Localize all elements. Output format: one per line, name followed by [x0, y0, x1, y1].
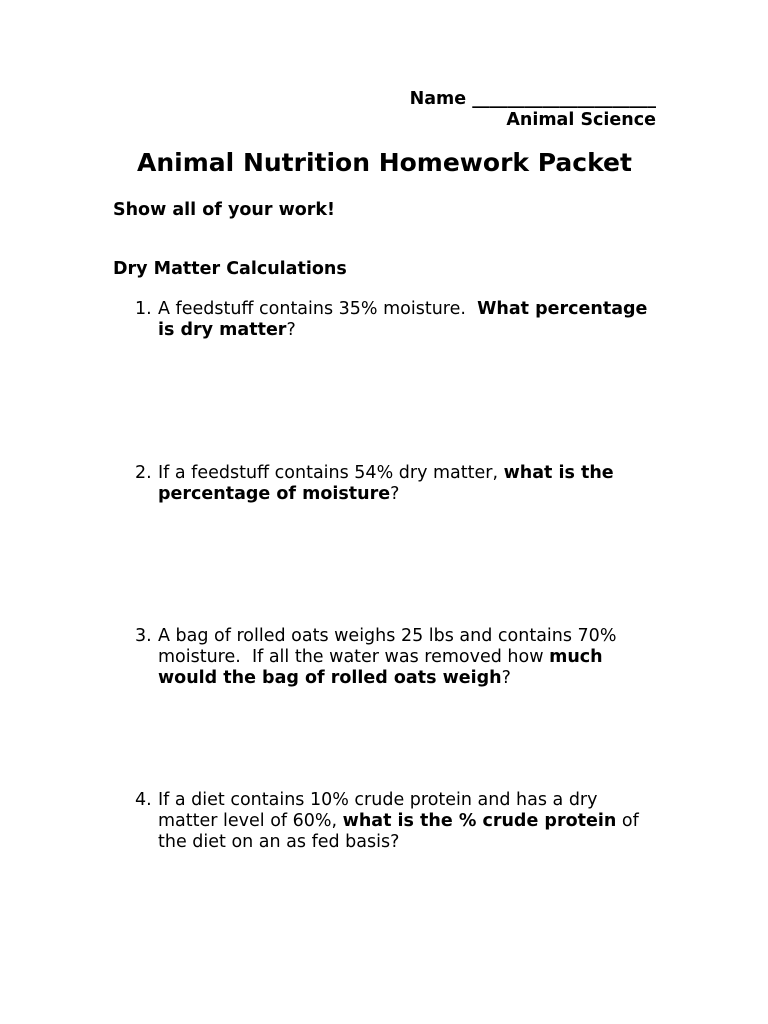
section-heading: Dry Matter Calculations	[113, 259, 347, 279]
question-text-regular: A feedstuff contains 35% moisture.	[158, 299, 478, 319]
question-text-end: ?	[390, 484, 400, 504]
course-label: Animal Science	[506, 110, 656, 130]
name-label: Name	[409, 89, 467, 109]
question-emphasis: what is the % crude protein	[342, 811, 617, 831]
question-text	[158, 626, 656, 689]
question-text-regular: If a diet contains 10% crude protein and has a dry matter level of 60%,	[158, 790, 604, 831]
question-emphasis: What percentage is dry matter	[158, 299, 654, 340]
question-number: 4.	[135, 790, 152, 810]
instruction-text: Show all of your work!	[113, 200, 336, 220]
question-number: 3.	[135, 626, 152, 646]
question-emphasis: much would the bag of rolled oats weigh	[158, 647, 609, 688]
question-text	[158, 463, 656, 505]
question-item	[135, 463, 656, 505]
name-blank-line: _____________________	[472, 89, 656, 109]
question-text-end: of the diet on an as fed basis?	[158, 811, 645, 852]
question-number: 1.	[135, 299, 152, 319]
question-text	[158, 790, 656, 853]
question-item	[135, 626, 656, 689]
question-text-regular: If a feedstuff contains 54% dry matter,	[158, 463, 504, 483]
question-text-end: ?	[501, 668, 511, 688]
question-number: 2.	[135, 463, 152, 483]
header-block	[113, 89, 656, 131]
name-line	[113, 89, 656, 110]
question-item	[135, 299, 656, 341]
question-text-regular: A bag of rolled oats weighs 25 lbs and contains 70% moisture. If all the water was removed how	[158, 626, 623, 667]
question-text	[158, 299, 656, 341]
page-title: Animal Nutrition Homework Packet	[137, 148, 632, 177]
question-text-end: ?	[286, 320, 296, 340]
question-item	[135, 790, 656, 853]
question-emphasis: what is the percentage of moisture	[158, 463, 620, 504]
